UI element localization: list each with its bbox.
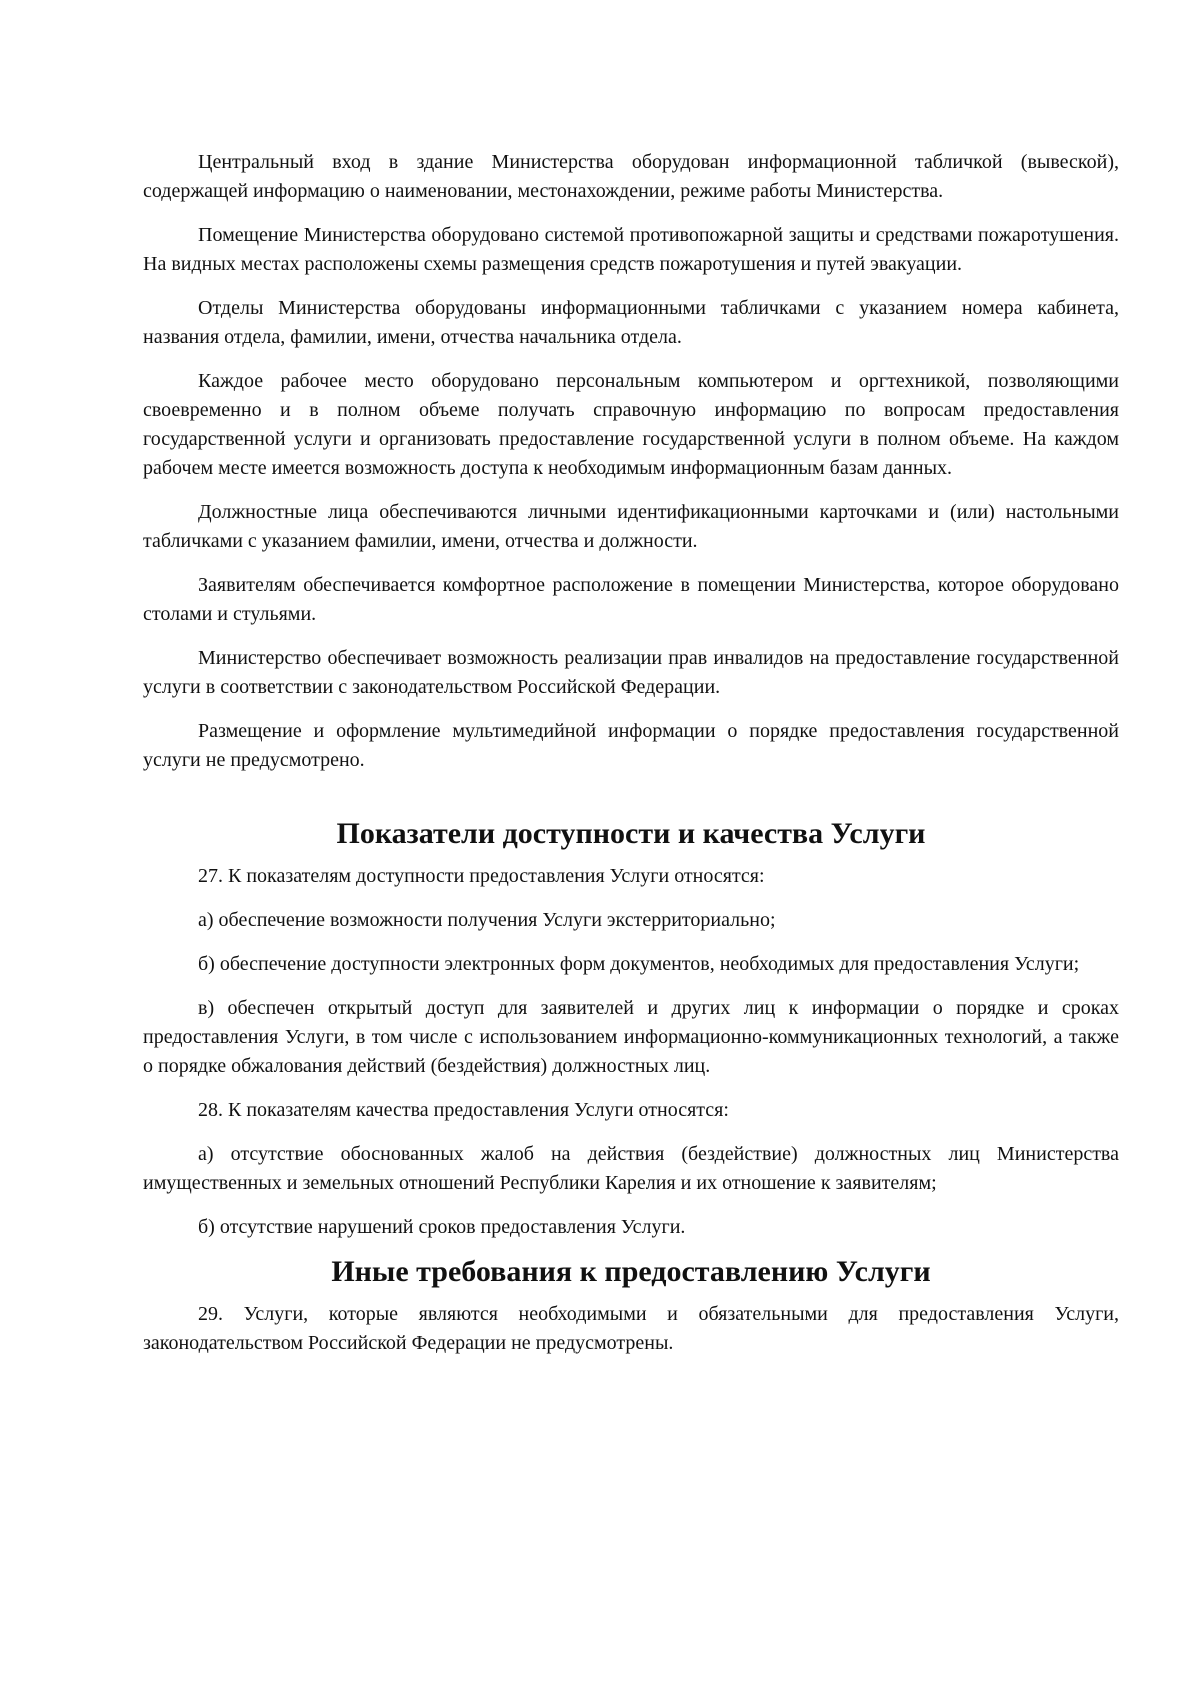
paragraph-disability-rights: Министерство обеспечивает возможность реализации прав инвалидов на предоставление государственной услуги в соответствии с законодательством Российской Федерации.	[143, 647, 1119, 698]
document-page	[143, 148, 1119, 1373]
paragraph-item-27v: в) обеспечен открытый доступ для заявителей и других лиц к информации о порядке и сроках предоставления Услуги, в том числе с использованием информационно-коммуникационных технологий, а также о порядке обжалования действий (бездействия) должностных лиц.	[143, 997, 1119, 1077]
paragraph-item-27b: б) обеспечение доступности электронных форм документов, необходимых для предоставления Услуги;	[198, 953, 1080, 975]
paragraph-item-28: 28. К показателям качества предоставления Услуги относятся:	[198, 1099, 729, 1121]
paragraph-multimedia-info: Размещение и оформление мультимедийной информации о порядке предоставления государственной услуги не предусмотрено.	[143, 720, 1119, 771]
paragraph-entrance-sign: Центральный вход в здание Министерства оборудован информационной табличкой (вывеской), содержащей информацию о наименовании, местонахождении, режиме работы Министерства.	[143, 151, 1119, 202]
section-heading-quality: Показатели доступности и качества Услуги	[336, 817, 926, 850]
paragraph-applicant-comfort: Заявителям обеспечивается комфортное расположение в помещении Министерства, которое оборудовано столами и стульями.	[143, 574, 1119, 625]
paragraph-item-28b: б) отсутствие нарушений сроков предоставления Услуги.	[198, 1216, 686, 1238]
paragraph-item-28a: а) отсутствие обоснованных жалоб на действия (бездействие) должностных лиц Министерства имущественных и земельных отношений Республики Карелия и их отношение к заявителям;	[143, 1143, 1119, 1194]
paragraph-staff-id-cards: Должностные лица обеспечиваются личными идентификационными карточками и (или) настольными табличками с указанием фамилии, имени, отчества и должности.	[143, 501, 1119, 552]
paragraph-department-signs: Отделы Министерства оборудованы информационными табличками с указанием номера кабинета, названия отдела, фамилии, имени, отчества начальника отдела.	[143, 297, 1119, 348]
paragraph-fire-safety: Помещение Министерства оборудовано системой противопожарной защиты и средствами пожаротушения. На видных местах расположены схемы размещения средств пожаротушения и путей эвакуации.	[143, 224, 1119, 275]
paragraph-workplace-equipment: Каждое рабочее место оборудовано персональным компьютером и оргтехникой, позволяющими своевременно и в полном объеме получать справочную информацию по вопросам предоставления государственной услуги и организовать предоставление государственной услуги в полном объеме. На каждом рабочем месте имеется возможность доступа к необходимым информационным базам данных.	[143, 370, 1119, 479]
paragraph-item-29: 29. Услуги, которые являются необходимыми и обязательными для предоставления Услуги, законодательством Российской Федерации не предусмотрены.	[143, 1303, 1119, 1354]
section-heading-other-requirements: Иные требования к предоставлению Услуги	[331, 1255, 931, 1288]
paragraph-item-27: 27. К показателям доступности предоставления Услуги относятся:	[198, 865, 765, 887]
paragraph-item-27a: а) обеспечение возможности получения Услуги экстерриториально;	[198, 909, 776, 931]
